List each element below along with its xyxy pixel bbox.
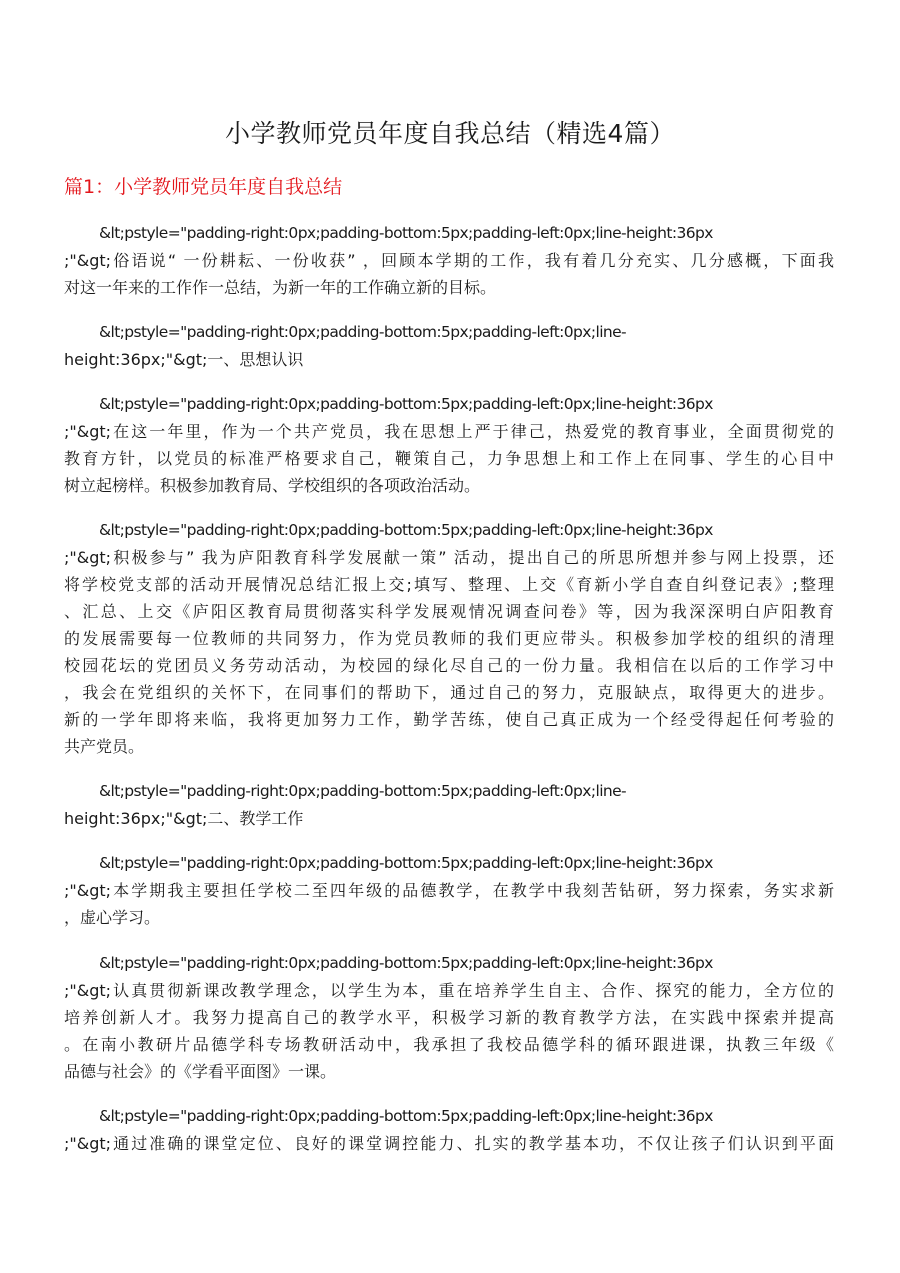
paragraph (64, 950, 834, 1085)
paragraph-line: 共产党员。 (64, 737, 145, 756)
paragraph-line: &lt;pstyle="padding-right:0px;padding-bottom:5px;padding-left:0px;line- (99, 323, 627, 341)
paragraph (64, 850, 834, 931)
paragraph-line: 将学校党支部的活动开展情况总结汇报上交;填写、整理、上交《育新小学自查自纠登记表》;整理 (64, 575, 834, 594)
paragraph-line: 。在南小教研片品德学科专场教研活动中，我承担了我校品德学科的循环跟进课，执教三年级《 (64, 1035, 834, 1054)
paragraph-line: &lt;pstyle="padding-right:0px;padding-bottom:5px;padding-left:0px;line- (99, 782, 627, 800)
paragraph-line: ，虚心学习。 (64, 908, 161, 927)
paragraph-line: 、汇总、上交《庐阳区教育局贯彻落实科学发展观情况调查问卷》等，因为我深深明白庐阳教育 (64, 602, 834, 621)
paragraph-line: 品德与社会》的《学看平面图》一课。 (64, 1062, 337, 1081)
paragraph-line: &lt;pstyle="padding-right:0px;padding-bottom:5px;padding-left:0px;line-height:36px (99, 395, 713, 413)
paragraph-line: &lt;pstyle="padding-right:0px;padding-bottom:5px;padding-left:0px;line-height:36px (99, 954, 713, 972)
paragraph-line: ，我会在党组织的关怀下，在同事们的帮助下，通过自己的努力，克服缺点，取得更大的进步。 (64, 683, 834, 702)
paragraph-line: 校园花坛的党团员义务劳动活动，为校园的绿化尽自己的一份力量。我相信在以后的工作学习中 (64, 656, 834, 675)
paragraph (64, 778, 834, 832)
document-title: 小学教师党员年度自我总结（精选4篇） (225, 119, 675, 148)
paragraph (64, 1103, 834, 1157)
section-heading: 篇1：小学教师党员年度自我总结 (64, 176, 343, 198)
paragraph (64, 517, 834, 760)
paragraph-line: height:36px;"&gt;一、思想认识 (64, 350, 304, 369)
paragraph-line: ;"&gt;俗语说“ 一份耕耘、一份收获” ，回顾本学期的工作，我有着几分充实、几分感概，下面我 (64, 251, 834, 270)
paragraph-line: 的发展需要每一位教师的共同努力，作为党员教师的我们更应带头。积极参加学校的组织的清理 (64, 629, 834, 648)
paragraph-line: ;"&gt;通过准确的课堂定位、良好的课堂调控能力、扎实的教学基本功，不仅让孩子们认识到平面 (64, 1134, 834, 1153)
paragraph-line: 新的一学年即将来临，我将更加努力工作，勤学苦练，使自己真正成为一个经受得起任何考验的 (64, 710, 834, 729)
paragraph-line: ;"&gt;认真贯彻新课改教学理念，以学生为本，重在培养学生自主、合作、探究的能力，全方位的 (64, 981, 834, 1000)
paragraph-line: ;"&gt;本学期我主要担任学校二至四年级的品德教学，在教学中我刻苦钻研，努力探索，务实求新 (64, 881, 834, 900)
paragraph-line: &lt;pstyle="padding-right:0px;padding-bottom:5px;padding-left:0px;line-height:36px (99, 521, 713, 539)
paragraph-line: ;"&gt;积极参与” 我为庐阳教育科学发展献一策” 活动，提出自己的所思所想并参与网上投票，还 (64, 548, 834, 567)
paragraph-line: &lt;pstyle="padding-right:0px;padding-bottom:5px;padding-left:0px;line-height:36px (99, 224, 713, 242)
paragraph-line: &lt;pstyle="padding-right:0px;padding-bottom:5px;padding-left:0px;line-height:36px (99, 854, 713, 872)
paragraph-line: 对这一年来的工作作一总结，为新一年的工作确立新的目标。 (64, 278, 497, 297)
paragraph (64, 391, 834, 499)
paragraph (64, 220, 834, 301)
paragraph-line: height:36px;"&gt;二、教学工作 (64, 809, 304, 828)
paragraph (64, 319, 834, 373)
paragraph-line: 培养创新人才。我努力提高自己的教学水平，积极学习新的教育教学方法，在实践中探索并提高 (64, 1008, 834, 1027)
paragraph-line: ;"&gt;在这一年里，作为一个共产党员，我在思想上严于律己，热爱党的教育事业，全面贯彻党的 (64, 422, 834, 441)
paragraph-line: 教育方针，以党员的标准严格要求自己，鞭策自己，力争思想上和工作上在同事、学生的心目中 (64, 449, 834, 468)
paragraph-line: 树立起榜样。积极参加教育局、学校组织的各项政治活动。 (64, 476, 481, 495)
paragraph-line: &lt;pstyle="padding-right:0px;padding-bottom:5px;padding-left:0px;line-height:36px (99, 1107, 713, 1125)
